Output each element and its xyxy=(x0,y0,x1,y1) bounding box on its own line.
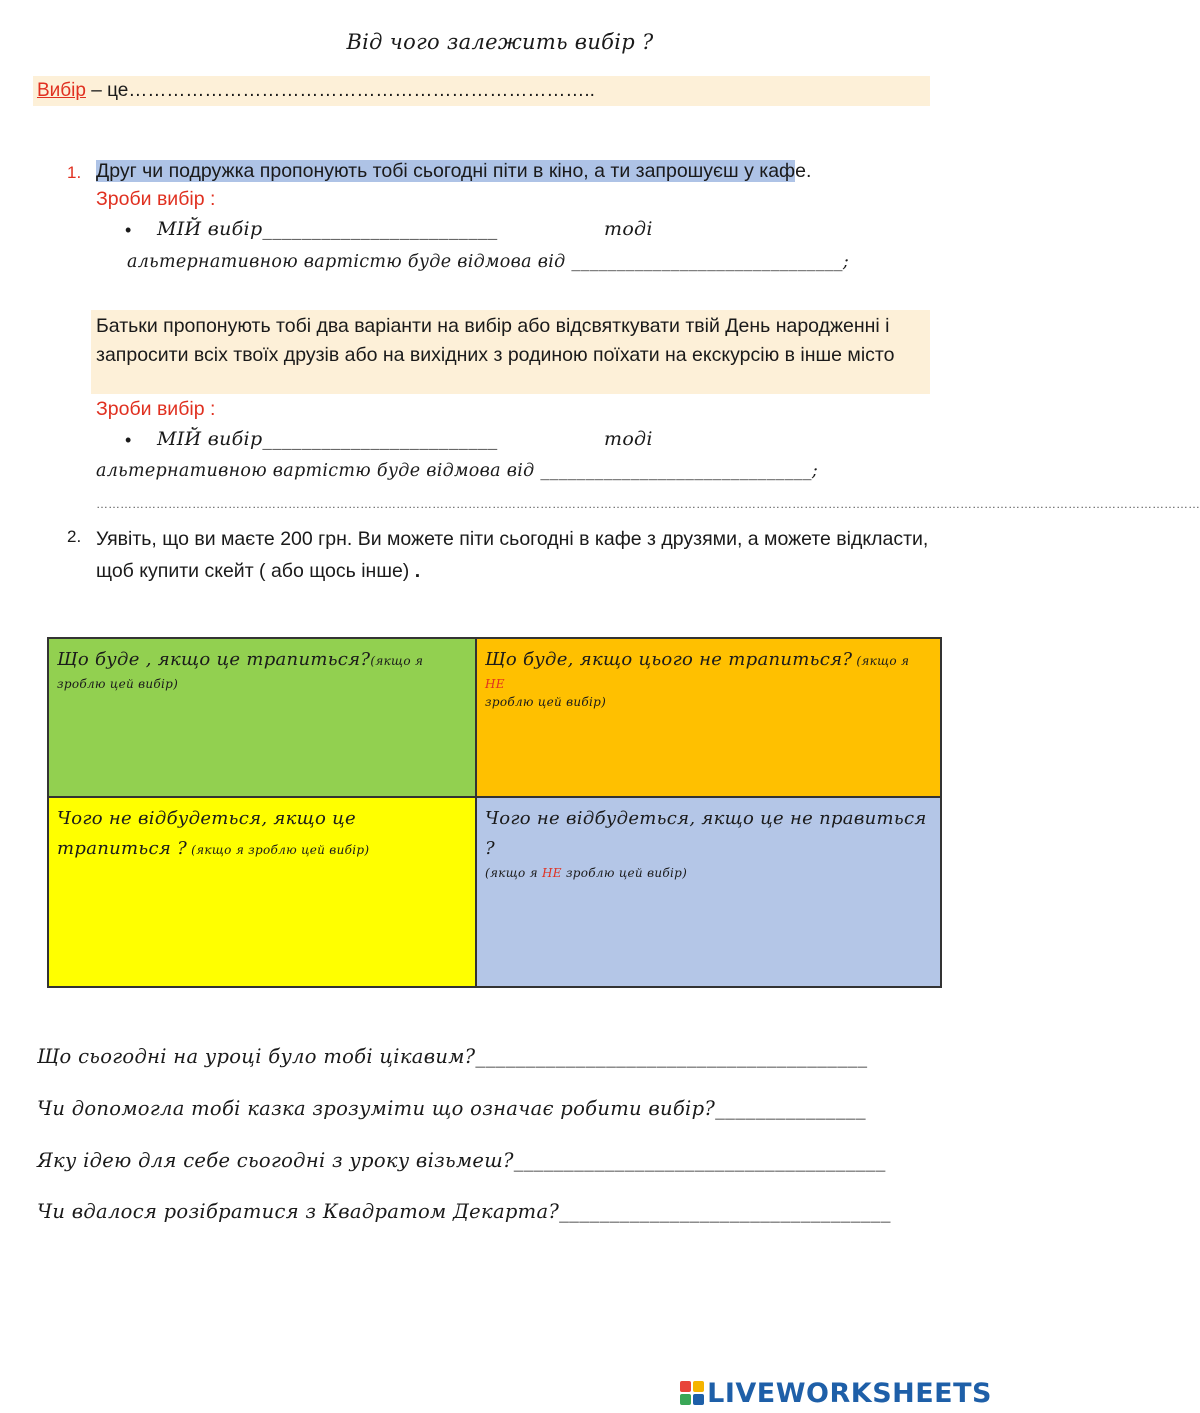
logo-square-4 xyxy=(693,1394,704,1405)
task-1-bullet: • xyxy=(125,220,132,240)
task-1-question xyxy=(96,160,811,183)
cell-wont-occur-question: Чого не відбудеться, якщо це трапиться ? xyxy=(57,808,356,859)
cell-not-happens-note-a: (якщо я xyxy=(852,654,910,668)
square-cell-happens[interactable] xyxy=(48,638,476,797)
logo-mark-icon xyxy=(680,1381,704,1405)
reflection-question-1[interactable]: Що сьогодні на уроці було тобі цікавим?_______________________________________ xyxy=(37,1045,868,1068)
cell-wont-occur-not-question: Чого не відбудеться, якщо це не правиться ? xyxy=(485,808,927,859)
task-1-question-tail: е. xyxy=(795,160,812,182)
cell-wont-occur-note: (якщо я зроблю цей вибір) xyxy=(187,843,370,857)
task-2-body: Уявіть, що ви маєте 200 грн. Ви можете піти сьогодні в кафе з друзями, а можете відкласти, щоб купити скейт ( або щось інше) xyxy=(96,528,929,582)
task-1-make-choice: Зроби вибір : xyxy=(96,188,216,210)
logo-square-3 xyxy=(680,1394,691,1405)
parents-scenario-text: Батьки пропонують тобі два варіанти на вибір або відсвяткувати твій День народженні і запросити всіх твоїх друзів або на вихідних з родиною поїхати на екскурсію в інше місто xyxy=(96,315,895,366)
task-1-question-highlighted: Друг чи подружка пропонують тобі сьогодні піти в кіно, а ти запрошуєш у каф xyxy=(96,160,796,182)
reflection-question-4[interactable]: Чи вдалося розібратися з Квадратом Декарта?_________________________________ xyxy=(37,1200,891,1223)
definition-line xyxy=(37,80,595,102)
parents-then-label: тоді xyxy=(604,428,653,450)
task-2-text xyxy=(96,523,936,587)
cell-not-happens-question: Що буде, якщо цього не трапиться? xyxy=(485,649,853,670)
task-1-number: 1. xyxy=(67,163,82,182)
cell-happens-note: (якщо я зроблю цей вибір) xyxy=(57,654,424,691)
square-cell-wont-occur-if-not[interactable] xyxy=(476,797,941,987)
square-cell-wont-occur-if-happens[interactable] xyxy=(48,797,476,987)
parents-dotted-line[interactable]: …………………………………………………………………………………………………………………………………………………………………………………………………………………………………………………… xyxy=(96,497,1200,511)
cell-wont-occur-not-ne: НЕ xyxy=(542,866,562,880)
liveworksheets-logo xyxy=(680,1376,992,1410)
cell-not-happens-ne: НЕ xyxy=(485,677,505,691)
parents-make-choice: Зроби вибір : xyxy=(96,398,216,420)
definition-term: Вибір xyxy=(37,80,86,101)
reflection-question-3[interactable]: Яку ідею для себе сьогодні з уроку візьмеш?_____________________________________ xyxy=(37,1149,886,1172)
task-1-alt-cost-field[interactable]: альтернативною вартістю буде відмова від ______________________________; xyxy=(127,252,850,272)
task-1-then-label: тоді xyxy=(604,218,653,240)
descartes-square xyxy=(47,637,942,988)
task-1-my-choice-field[interactable]: МІЙ вибір________________________ xyxy=(157,218,498,240)
logo-square-2 xyxy=(693,1381,704,1392)
task-2-period: . xyxy=(414,560,421,582)
task-2-number: 2. xyxy=(67,527,82,546)
reflection-question-2[interactable]: Чи допомогла тобі казка зрозуміти що означає робити вибір?_______________ xyxy=(37,1097,866,1120)
logo-square-1 xyxy=(680,1381,691,1392)
parents-bullet: • xyxy=(125,430,132,450)
cell-wont-occur-not-note-b: зроблю цей вибір) xyxy=(561,866,688,880)
cell-happens-question: Що буде , якщо це трапиться? xyxy=(57,649,371,670)
definition-blank: – це……………………………………………………………….. xyxy=(85,80,595,101)
worksheet-title: Від чого залежить вибір ? xyxy=(346,30,654,54)
parents-alt-cost-field[interactable]: альтернативною вартістю буде відмова від ______________________________; xyxy=(96,461,819,481)
parents-my-choice-field[interactable]: МІЙ вибір________________________ xyxy=(157,428,498,450)
cell-not-happens-note-b: зроблю цей вибір) xyxy=(485,695,607,709)
logo-text: LIVEWORKSHEETS xyxy=(707,1377,992,1409)
cell-wont-occur-not-note-a: (якщо я xyxy=(485,866,543,880)
square-cell-not-happens[interactable] xyxy=(476,638,941,797)
